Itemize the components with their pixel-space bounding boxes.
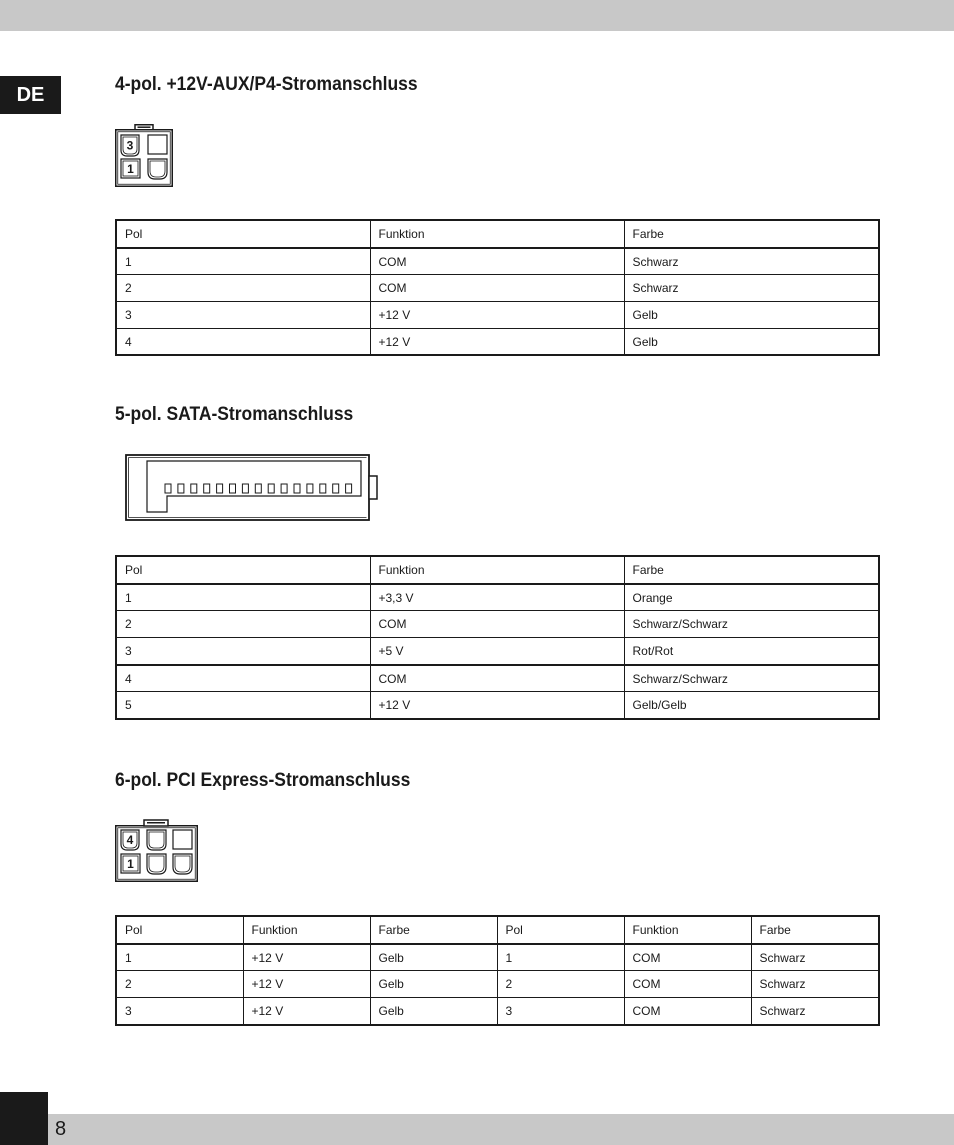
table-row [116,584,879,611]
table-row [116,302,879,329]
table-header-row [116,916,879,944]
sata-contact-pad [346,484,352,493]
column-header: Funktion [370,220,624,248]
sata-contact-pad [320,484,326,493]
table-cell: 4 [116,665,370,692]
sata-contact-pad [204,484,210,493]
table-cell: Gelb [624,302,879,329]
table-cell: Gelb [370,998,497,1025]
table-cell: 2 [116,611,370,638]
table-cell: COM [624,944,751,971]
table-cell: Schwarz [751,944,879,971]
aux-pin-label-1: 1 [127,162,134,176]
table-row [116,611,879,638]
pcie-pin-label-4: 4 [126,833,134,847]
table-cell: 2 [497,971,624,998]
aux-pin-table [115,219,880,356]
sata-connector-diagram [125,454,380,522]
sata-contact-pad [217,484,223,493]
column-header: Farbe [624,220,879,248]
table-cell: +3,3 V [370,584,624,611]
column-header: Pol [497,916,624,944]
column-header: Funktion [243,916,370,944]
column-header: Pol [116,916,243,944]
table-cell: COM [370,248,624,275]
sata-contact-pad [307,484,313,493]
table-cell: 2 [116,971,243,998]
table-cell: Schwarz [751,971,879,998]
table-cell: Schwarz [751,998,879,1025]
section-title-sata: 5-pol. SATA-Stromanschluss [115,404,354,425]
table-cell: 3 [116,302,370,329]
table-cell: +12 V [370,328,624,355]
aux-4pin-connector-diagram [115,124,175,188]
table-cell: +12 V [370,302,624,329]
table-row [116,248,879,275]
column-header: Funktion [624,916,751,944]
table-cell: Gelb/Gelb [624,692,879,719]
column-header: Farbe [751,916,879,944]
column-header: Farbe [370,916,497,944]
table-cell: Gelb [624,328,879,355]
language-tab: DE [0,76,61,114]
column-header: Farbe [624,556,879,584]
bottom-footer-bar [48,1114,954,1145]
sata-contact-pad [191,484,197,493]
table-header-row [116,220,879,248]
sata-contact-pad [165,484,171,493]
table-cell: 2 [116,275,370,302]
table-row [116,665,879,692]
table-cell: Schwarz/Schwarz [624,665,879,692]
sata-contact-pad [255,484,261,493]
table-row [116,692,879,719]
sata-contact-pad [281,484,287,493]
sata-pin-row [165,484,352,493]
table-cell: COM [370,275,624,302]
table-cell: COM [624,971,751,998]
section-title-aux: 4-pol. +12V-AUX/P4-Stromanschluss [115,74,418,95]
sata-contact-pad [333,484,339,493]
table-cell: 4 [116,328,370,355]
page-number: 8 [55,1118,67,1140]
column-header: Pol [116,556,370,584]
page-number-tab [0,1092,48,1145]
top-header-bar [0,0,954,31]
sata-pin-table [115,555,880,720]
pcie-pin-label-1: 1 [127,857,134,871]
table-cell: Schwarz/Schwarz [624,611,879,638]
table-cell: 1 [116,944,243,971]
table-row [116,328,879,355]
sata-contact-pad [178,484,184,493]
column-header: Funktion [370,556,624,584]
table-cell: Orange [624,584,879,611]
table-cell: 3 [116,638,370,665]
pcie-pin-table [115,915,880,1026]
table-cell: 1 [497,944,624,971]
table-cell: 1 [116,584,370,611]
table-row [116,275,879,302]
table-cell: COM [624,998,751,1025]
table-row [116,998,879,1025]
sata-contact-pad [294,484,300,493]
table-cell: 3 [497,998,624,1025]
table-cell: 3 [116,998,243,1025]
aux-pin-label-3: 3 [126,138,134,153]
sata-contact-pad [230,484,236,493]
table-cell: 5 [116,692,370,719]
table-cell: Rot/Rot [624,638,879,665]
table-row [116,944,879,971]
table-row [116,971,879,998]
table-cell: 1 [116,248,370,275]
sata-contact-pad [242,484,248,493]
table-cell: Schwarz [624,275,879,302]
table-cell: +12 V [243,998,370,1025]
section-title-pcie: 6-pol. PCI Express-Stromanschluss [115,770,411,791]
table-cell: Gelb [370,971,497,998]
pcie-6pin-connector-diagram [115,819,199,883]
table-header-row [116,556,879,584]
sata-contact-pad [268,484,274,493]
table-cell: +5 V [370,638,624,665]
table-cell: +12 V [370,692,624,719]
table-cell: Gelb [370,944,497,971]
table-cell: +12 V [243,971,370,998]
table-cell: COM [370,665,624,692]
column-header: Pol [116,220,370,248]
table-cell: +12 V [243,944,370,971]
table-row [116,638,879,665]
table-cell: COM [370,611,624,638]
table-cell: Schwarz [624,248,879,275]
